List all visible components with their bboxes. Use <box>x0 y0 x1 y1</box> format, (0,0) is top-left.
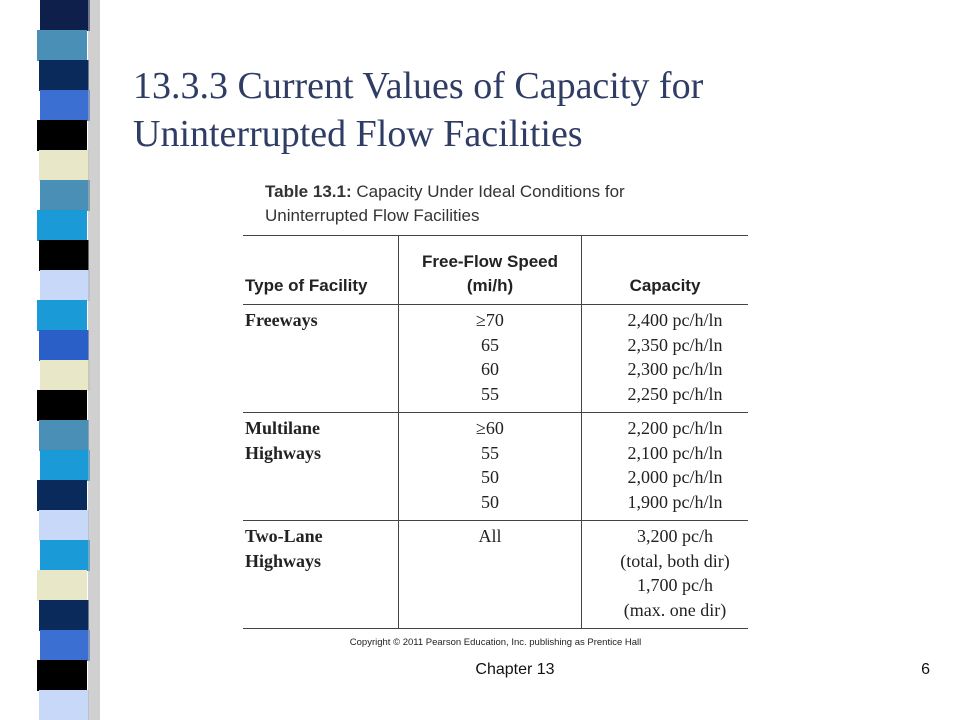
facility-cell-line: Highways <box>245 442 322 463</box>
stripe-block <box>39 60 89 91</box>
table-row <box>243 521 748 629</box>
capacity-table <box>243 235 748 629</box>
table-header-row <box>243 236 748 305</box>
facility-cell-line: Multilane <box>245 418 320 438</box>
facility-cell <box>243 305 399 413</box>
table-row <box>243 413 748 521</box>
page-number: 6 <box>921 661 930 678</box>
stripe-block <box>39 510 89 541</box>
slide-title <box>133 62 933 158</box>
facility-cell <box>243 521 399 629</box>
stripe-block <box>39 240 89 271</box>
stripe-block <box>37 660 87 691</box>
capacity-cell <box>582 413 749 521</box>
speed-cell-line: ≥70 <box>476 310 504 330</box>
caption-text-2: Uninterrupted Flow Facilities <box>265 206 480 225</box>
header-speed-line-1: Free-Flow Speed <box>421 252 559 271</box>
stripe-block <box>37 30 87 61</box>
speed-cell <box>399 305 582 413</box>
stripe-block <box>37 210 87 241</box>
speed-cell <box>399 413 582 521</box>
title-line-1: 13.3.3 Current Values of Capacity for <box>133 65 704 107</box>
stripe-block <box>40 540 90 571</box>
table-caption <box>265 180 745 228</box>
stripe-block <box>39 420 89 451</box>
capacity-cell-line: 2,100 pc/h/ln <box>627 442 723 463</box>
capacity-cell <box>582 521 749 629</box>
facility-cell-line: Two-Lane <box>245 526 323 546</box>
stripe-block <box>37 390 87 421</box>
stripe-block <box>37 570 87 601</box>
speed-cell-line: 55 <box>481 383 499 404</box>
facility-cell-line: Freeways <box>245 310 318 330</box>
stripe-block <box>37 300 87 331</box>
capacity-cell-line: 1,900 pc/h/ln <box>627 491 723 512</box>
stripe-block <box>40 450 90 481</box>
speed-cell-line: 55 <box>481 442 499 463</box>
speed-cell-line: ≥60 <box>476 418 504 438</box>
header-type: Type of Facility <box>243 236 399 305</box>
capacity-cell <box>582 305 749 413</box>
speed-cell-line: 50 <box>481 467 499 487</box>
stripe-block <box>40 0 90 31</box>
stripe-block <box>39 150 89 181</box>
capacity-cell-line: 2,350 pc/h/ln <box>627 334 723 355</box>
capacity-cell-line: 2,400 pc/h/ln <box>627 310 723 330</box>
capacity-cell-line: 2,200 pc/h/ln <box>627 418 723 438</box>
speed-cell-line: All <box>478 526 502 546</box>
copyright-notice: Copyright © 2011 Pearson Education, Inc. publishing as Prentice Hall <box>349 637 642 648</box>
decorative-stripe <box>0 0 110 720</box>
capacity-cell-line: 2,250 pc/h/ln <box>627 383 723 404</box>
stripe-block <box>40 180 90 211</box>
footer-chapter: Chapter 13 <box>475 661 555 678</box>
caption-label: Table 13.1: <box>265 182 352 201</box>
capacity-cell-line: (total, both dir) <box>620 550 730 571</box>
stripe-block <box>40 90 90 121</box>
speed-cell <box>399 521 582 629</box>
capacity-cell-line: 2,300 pc/h/ln <box>627 359 723 379</box>
header-speed <box>399 236 582 305</box>
table-row <box>243 305 748 413</box>
speed-cell-line: 65 <box>481 334 499 355</box>
caption-text-1: Capacity Under Ideal Conditions for <box>351 182 625 201</box>
speed-cell-line: 50 <box>481 491 499 512</box>
capacity-cell-line: 3,200 pc/h <box>637 526 713 546</box>
stripe-block <box>40 630 90 661</box>
title-line-2: Uninterrupted Flow Facilities <box>133 113 583 155</box>
capacity-cell-line: 1,700 pc/h <box>637 575 713 595</box>
header-capacity: Capacity <box>582 236 749 305</box>
header-speed-line-2: (mi/h) <box>466 276 514 295</box>
stripe-block <box>40 270 90 301</box>
facility-cell-line: Highways <box>245 550 322 571</box>
facility-cell <box>243 413 399 521</box>
stripe-block <box>39 330 89 361</box>
stripe-block <box>39 690 89 720</box>
stripe-block <box>37 120 87 151</box>
speed-cell-line: 60 <box>481 359 499 379</box>
stripe-block <box>40 360 90 391</box>
stripe-block <box>39 600 89 631</box>
stripe-block <box>37 480 87 511</box>
capacity-cell-line: 2,000 pc/h/ln <box>627 467 723 487</box>
stripe-shadow <box>88 0 100 720</box>
capacity-cell-line: (max. one dir) <box>623 599 727 620</box>
